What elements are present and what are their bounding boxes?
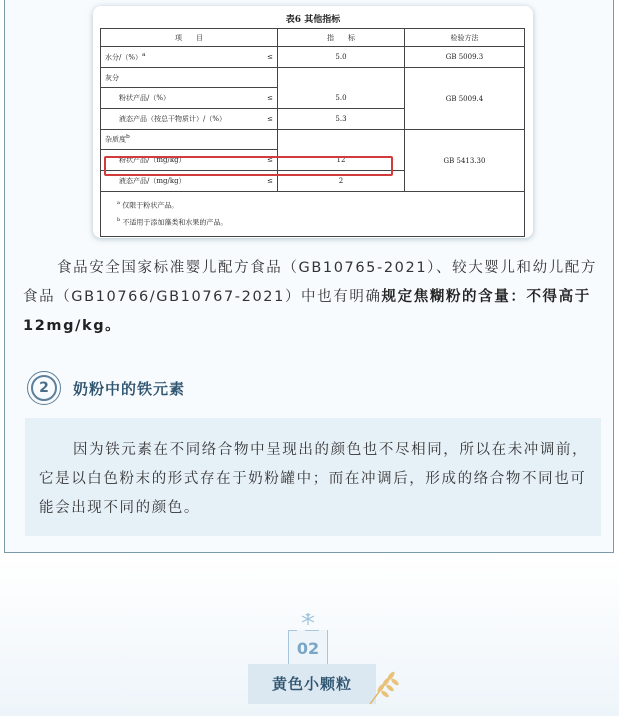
method-cell: GB 5413.30: [405, 130, 525, 192]
le-sign: ≤: [253, 88, 278, 109]
iron-paragraph: [39, 436, 591, 523]
header-item: 项 目: [101, 29, 278, 47]
next-section-title: 黄色小颗粒: [248, 664, 376, 704]
le-sign: ≤: [253, 47, 278, 68]
le-sign: ≤: [253, 150, 278, 171]
value-cell: 2: [278, 171, 405, 192]
row-label: 水分/（%）: [105, 53, 143, 62]
standard-table-image: [93, 6, 533, 238]
value-cell: 12: [278, 150, 405, 171]
row-label: 液态产品（按总干物质计）/（%）: [101, 109, 254, 130]
value-cell: 5.0: [278, 88, 405, 109]
table-title: 表6 其他指标: [285, 15, 341, 25]
note-a: $^a$ 仅限于粉状产品。: [117, 200, 179, 210]
method-cell: GB 5009.3: [405, 47, 525, 68]
note-b: $^b$ 不适用于添加藻类和水果的产品。: [117, 217, 228, 227]
wheat-icon: [364, 666, 404, 706]
footnote-mark: b: [126, 134, 130, 141]
method-cell: GB 5009.4: [405, 68, 525, 130]
section-number: 2: [31, 375, 57, 401]
le-sign: ≤: [253, 109, 278, 130]
header-method: 检验方法: [405, 29, 525, 47]
table-row: [101, 130, 525, 150]
le-sign: ≤: [253, 171, 278, 192]
footnote-mark: a: [142, 51, 146, 58]
paragraph-bold-text: 规定焦糊粉的含量：不得高于12mg/kg。: [23, 289, 591, 334]
paragraph-text: 食品安全国家标准婴儿配方食品（GB10765-2021）、较大婴儿和幼儿配方食品（GB10766/GB10767-2021）中也有明确: [23, 260, 597, 305]
table-row: [101, 68, 525, 88]
snowflake-icon: [297, 612, 319, 626]
standard-paragraph: [23, 254, 608, 341]
table-notes: [101, 192, 525, 237]
paragraph-text: 因为铁元素在不同络合物中呈现出的颜色也不尽相同，所以在未冲调前，它是以白色粉末的形式存在于奶粉罐中；而在冲调后，形成的络合物不同也可能会出现不同的颜色。: [39, 442, 589, 516]
article-card: [4, 0, 614, 553]
section-number-badge: [27, 371, 61, 405]
red-highlight-box: [104, 156, 393, 176]
row-label: 粉状产品/（mg/kg）: [101, 150, 254, 171]
value-cell: 5.0: [278, 47, 405, 68]
value-cell: 5.3: [278, 109, 405, 130]
row-label: 液态产品/（mg/kg）: [101, 171, 254, 192]
row-label: 杂质度: [105, 135, 126, 144]
section-title: 奶粉中的铁元素: [73, 380, 186, 398]
next-section-number: 02: [288, 630, 328, 664]
row-label: 灰分: [101, 68, 254, 88]
row-label: 粉状产品/（%）: [101, 88, 254, 109]
table-row: [101, 47, 525, 68]
spec-table: [100, 28, 525, 237]
header-indicator: 指 标: [278, 29, 405, 47]
